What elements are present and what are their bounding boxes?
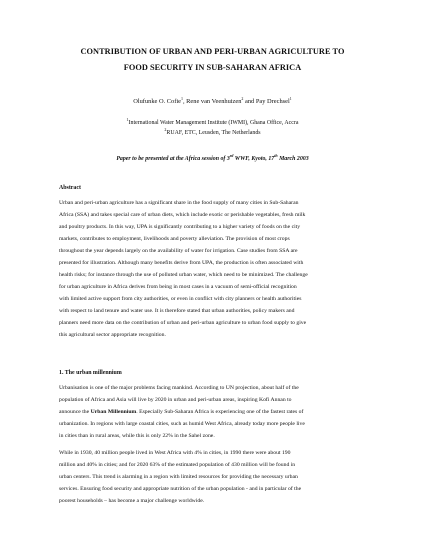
text-line: throughout the year depends largely on the availability of water for irrigation. Case studies from SSA are [59, 248, 298, 254]
text-run: announce the [59, 409, 91, 415]
text-line: this agricultural sector appropriate recognition. [59, 332, 166, 338]
section-1-heading: 1. The urban millennium [59, 370, 122, 376]
ordinal-suffix: rd [229, 153, 234, 158]
presentation-note-text: WWF, Kyoto, 17 [233, 156, 275, 162]
text-line: in cities than in rural areas, while this is only 22% in the Sahel zone. [59, 433, 215, 439]
text-line: services. Ensuring food security and appropriate nutrition of the urban population - and in particular of the [59, 486, 302, 492]
text-line: presented for illustration. Although many benefits derive from UPA, the production is often associated with [59, 260, 304, 266]
affiliation-text: International Water Management Institute (IWMI), Ghana Office, Accra [128, 120, 299, 126]
text-line: with limited active support from city authorities, or even in conflict with city planners or health authorities [59, 296, 302, 302]
text-line: urban centers. This trend is alarming in a region with limited resources for providing the necessary urban [59, 474, 298, 480]
author-affiliation-mark: 1 [180, 96, 183, 101]
author-separator: and [243, 98, 256, 105]
affiliation-mark: 2 [164, 127, 167, 132]
text-line: population of Africa and Asia will live by 2020 in urban and peri-urban areas, inspiring Kofi Annan to [59, 397, 292, 403]
paper-title-line-1: CONTRIBUTION OF URBAN AND PERI-URBAN AGRICULTURE TO [80, 47, 345, 56]
ordinal-suffix: th [274, 153, 278, 158]
author-separator: , [182, 98, 187, 105]
text-line: with respect to land tenure and water use. It is therefore stated that urban authorities, policy makers and [59, 308, 295, 314]
author-affiliation-mark: 2 [241, 96, 244, 101]
paper-title [40, 44, 385, 76]
author-affiliation-mark: 1 [289, 96, 292, 101]
text-line: Africa (SSA) and takes special care of urban diets, which include exotic or perishable vegetables, fresh milk [59, 212, 306, 218]
paper-title-line-2: FOOD SECURITY IN SUB-SAHARAN AFRICA [123, 63, 302, 72]
affiliation-mark: 1 [126, 117, 129, 122]
text-run: . Especially Sub-Saharan Africa is experiencing one of the fastest rates of [136, 409, 304, 415]
author-list [40, 97, 385, 106]
emphasized-term: Urban Millennium [90, 409, 137, 415]
presentation-note-text: Paper to be presented at the Africa session of 3 [116, 156, 230, 162]
abstract-heading: Abstract [59, 185, 81, 191]
text-line: for urban agriculture in Africa derives from being in most cases in a vacuum of semi-official recognition [59, 284, 297, 290]
author-name: Olufunke O. Cofie [133, 98, 181, 105]
affiliation-1 [40, 119, 385, 127]
text-line: markets, contributes to employment, livelihoods and poverty alleviation. The provision of most crops [59, 236, 290, 242]
presentation-note [40, 155, 385, 163]
presentation-note-text: March 2003 [277, 156, 309, 162]
text-line: urbanization. In regions with large coastal cities, such as humid West Africa, already today more people live [59, 421, 305, 427]
affiliation-text: RUAF, ETC, Leusden, The Netherlands [166, 130, 261, 136]
text-line: health risks; for instance through the use of polluted urban water, which need to be minimized. The challenge [59, 272, 308, 278]
text-line: Urban and peri-urban agriculture has a significant share in the food supply of many cities in Sub-Saharan [59, 200, 299, 206]
text-line: million and 40% in cities; and for 2020 63% of the estimated population of 430 million will be found in [59, 462, 296, 468]
text-line: planners need more data on the contribution of urban and peri-urban agriculture to urban food supply to give [59, 320, 307, 326]
text-line: poorest households – has become a major challenge worldwide. [59, 498, 205, 504]
abstract-paragraph [59, 197, 367, 341]
text-line: Urbanisation is one of the major problems facing mankind. According to UN projection, about half of the [59, 385, 299, 391]
text-line: While in 1930, 40 million people lived in West Africa with 4% in cities, in 1990 there were about 190 [59, 450, 291, 456]
text-line [59, 406, 367, 418]
text-line: and poultry products. In this way, UPA is significantly contributing to a higher variety of foods on the city [59, 224, 301, 230]
section-1-paragraph-1 [59, 382, 367, 442]
author-name: Pay Drechsel [255, 98, 290, 105]
affiliation-2 [40, 129, 385, 137]
section-1-paragraph-2 [59, 447, 367, 507]
author-name: Rene van Veenhuizen [186, 98, 242, 105]
